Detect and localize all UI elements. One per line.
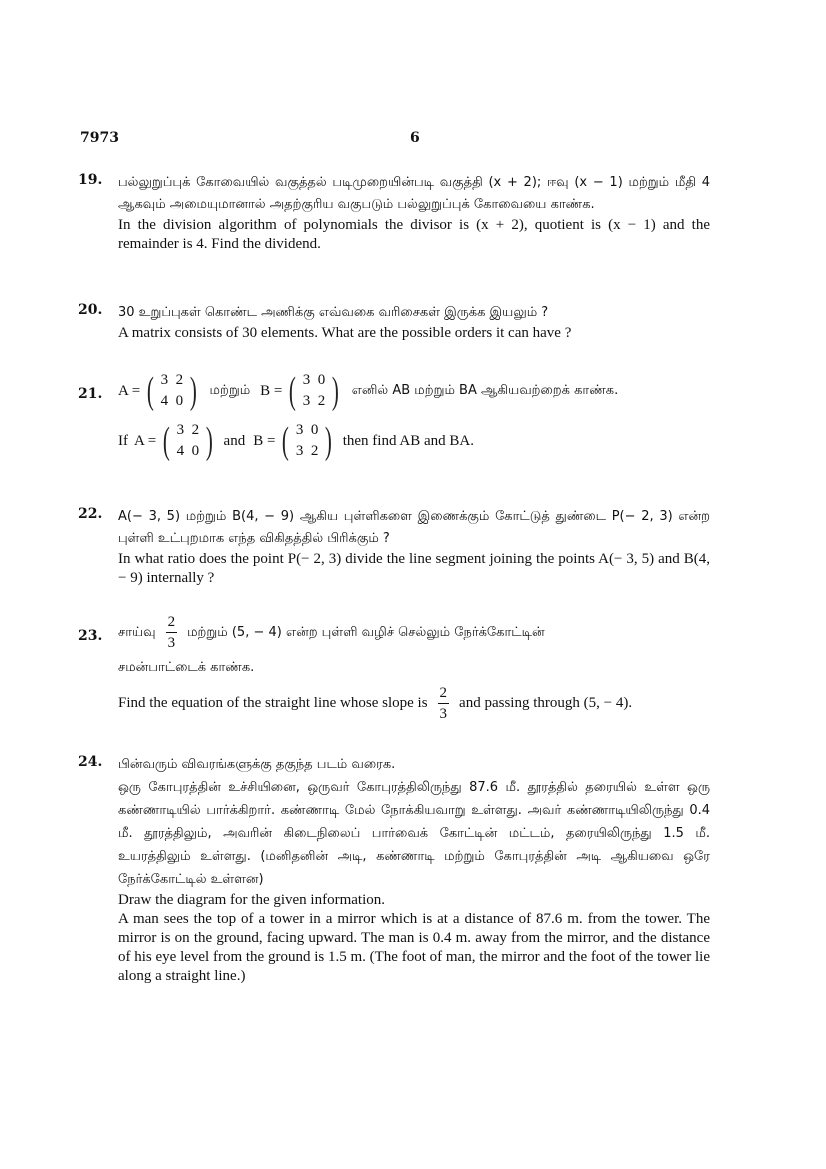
matrix-cell: 4 xyxy=(160,393,169,409)
question-text-english: In what ratio does the point P(− 2, 3) divide the line segment joining the points A(− 3, 5) and B(4, − 9) internally ? xyxy=(118,551,710,586)
matrix-cell: 3 xyxy=(160,372,169,388)
question-instruction-tamil: பின்வரும் விவரங்களுக்கு தகுந்த படம் வரைக. xyxy=(118,757,396,772)
matrix-cell: 2 xyxy=(191,422,200,438)
fraction-denominator: 3 xyxy=(439,706,448,722)
connector-tamil: மற்றும் xyxy=(209,383,251,398)
matrix-cell: 0 xyxy=(310,422,319,438)
question-text-tamil: ஒரு கோபுரத்தின் உச்சியினை, ஒருவர் கோபுரத்திலிருந்து 87.6 மீ. தூரத்தில் தரையில் உள்ள ஒரு கண்ணாடியில் பார்க்கிறார். கண்ணாடி மேல் நோக்கியவாறு உள்ளது. அவர் கண்ணாடியிலிருந்து 0.4 மீ. தூரத்திலும், அவரின் கிடைநிலைப் பார்வைக் கோட்டின் மட்டம், தரையிலிருந்து 1.5 மீ. உயரத்திலும் உள்ளது. (மனிதனின் அடி, கண்ணாடி மற்றும் கோபுரத்தின் அடி ஆகியவை ஒரே நேர்க்கோட்டில் உள்ளன) xyxy=(118,780,710,887)
matrix-b: ( 3 0 3 2 ) xyxy=(282,420,332,462)
matrix-row-english xyxy=(118,422,710,460)
question-instruction-english: Draw the diagram for the given information. xyxy=(118,892,385,908)
matrix-cell: 2 xyxy=(175,372,184,388)
matrix-cell: 3 xyxy=(302,372,311,388)
question-number: 20. xyxy=(78,302,103,318)
question-text-english: A matrix consists of 30 elements. What are the possible orders it can have ? xyxy=(118,325,572,341)
matrix-cell: 4 xyxy=(176,443,185,459)
slope-fraction xyxy=(438,685,450,722)
matrix-b: ( 3 0 3 2 ) xyxy=(289,370,339,412)
matrix-cell: 3 xyxy=(295,422,304,438)
matrix-b-label: B = xyxy=(253,432,276,449)
question-number: 23. xyxy=(78,628,103,644)
question-19 xyxy=(78,172,710,254)
question-text-tamil: சாய்வு xyxy=(118,624,156,640)
matrix-a: ( 3 2 4 0 ) xyxy=(147,370,197,412)
matrix-b-label: B = xyxy=(260,382,283,399)
matrix-cell: 0 xyxy=(191,443,200,459)
question-number: 21. xyxy=(78,386,103,402)
question-text-english: then find AB and BA. xyxy=(342,432,474,449)
question-text-english: In the division algorithm of polynomials the divisor is (x + 2), quotient is (x − 1) and the remainder is 4. Find the dividend. xyxy=(118,217,710,252)
question-text-tamil: சமன்பாட்டைக் காண்க. xyxy=(118,660,255,675)
page-header xyxy=(80,130,708,150)
matrix-cell: 2 xyxy=(317,393,326,409)
question-number: 24. xyxy=(78,754,103,770)
question-text-tamil: பல்லுறுப்புக் கோவையில் வகுத்தல் படிமுறையின்படி வகுத்தி (x + 2); ஈவு (x − 1) மற்றும் மீதி 4 ஆகவும் அமையுமானால் அதற்குரிய வகுபடும் பல்லுறுப்புக் கோவையை காண்க. xyxy=(118,175,710,212)
question-22 xyxy=(78,506,710,588)
connector-english: and xyxy=(223,432,246,449)
fraction-numerator: 2 xyxy=(166,614,178,633)
slope-fraction xyxy=(166,614,178,651)
question-text-tamil: 30 உறுப்புகள் கொண்ட அணிக்கு எவ்வகை வரிசைகள் இருக்க இயலும் ? xyxy=(118,305,549,320)
question-number: 19. xyxy=(78,172,103,188)
question-text-tamil: எனில் AB மற்றும் BA ஆகியவற்றைக் காண்க. xyxy=(351,383,619,398)
fraction-denominator: 3 xyxy=(167,635,176,651)
slope-line-english xyxy=(118,685,710,722)
slope-line-tamil xyxy=(118,614,710,651)
question-text-english: Find the equation of the straight line whose slope is xyxy=(118,695,428,711)
matrix-cell: 0 xyxy=(175,393,184,409)
matrix-a: ( 3 2 4 0 ) xyxy=(163,420,213,462)
question-text-english: A man sees the top of a tower in a mirror which is at a distance of 87.6 m. from the tower. The mirror is on the ground, facing upward. The man is 0.4 m. away from the mirror, and the distance of his eye level from the ground is 1.5 m. (The foot of man, the mirror and the foot of the tower lie along a straight line.) xyxy=(118,911,710,984)
question-24 xyxy=(78,754,710,986)
fraction-numerator: 2 xyxy=(438,685,450,704)
question-text-english: and passing through (5, − 4). xyxy=(459,695,633,711)
matrix-cell: 2 xyxy=(310,443,319,459)
question-21 xyxy=(78,372,710,460)
paper-code: 7973 xyxy=(80,130,119,146)
matrix-a-label: A = xyxy=(134,432,157,449)
matrix-cell: 3 xyxy=(302,393,311,409)
page-number: 6 xyxy=(410,130,420,146)
matrix-cell: 3 xyxy=(176,422,185,438)
matrix-row-tamil xyxy=(118,372,710,410)
matrix-a-label: A = xyxy=(118,382,141,399)
matrix-cell: 3 xyxy=(295,443,304,459)
question-text-tamil: மற்றும் (5, − 4) என்ற புள்ளி வழிச் செல்லும் நேர்க்கோட்டின் xyxy=(187,624,545,640)
question-20 xyxy=(78,302,710,343)
question-text-tamil: A(− 3, 5) மற்றும் B(4, − 9) ஆகிய புள்ளிகளை இணைக்கும் கோட்டுத் துண்டை P(− 2, 3) என்ற புள்ளி உட்புறமாக எந்த விகிதத்தில் பிரிக்கும் ? xyxy=(118,509,710,546)
matrix-cell: 0 xyxy=(317,372,326,388)
if-label: If xyxy=(118,432,128,449)
question-number: 22. xyxy=(78,506,103,522)
question-23 xyxy=(78,614,710,722)
